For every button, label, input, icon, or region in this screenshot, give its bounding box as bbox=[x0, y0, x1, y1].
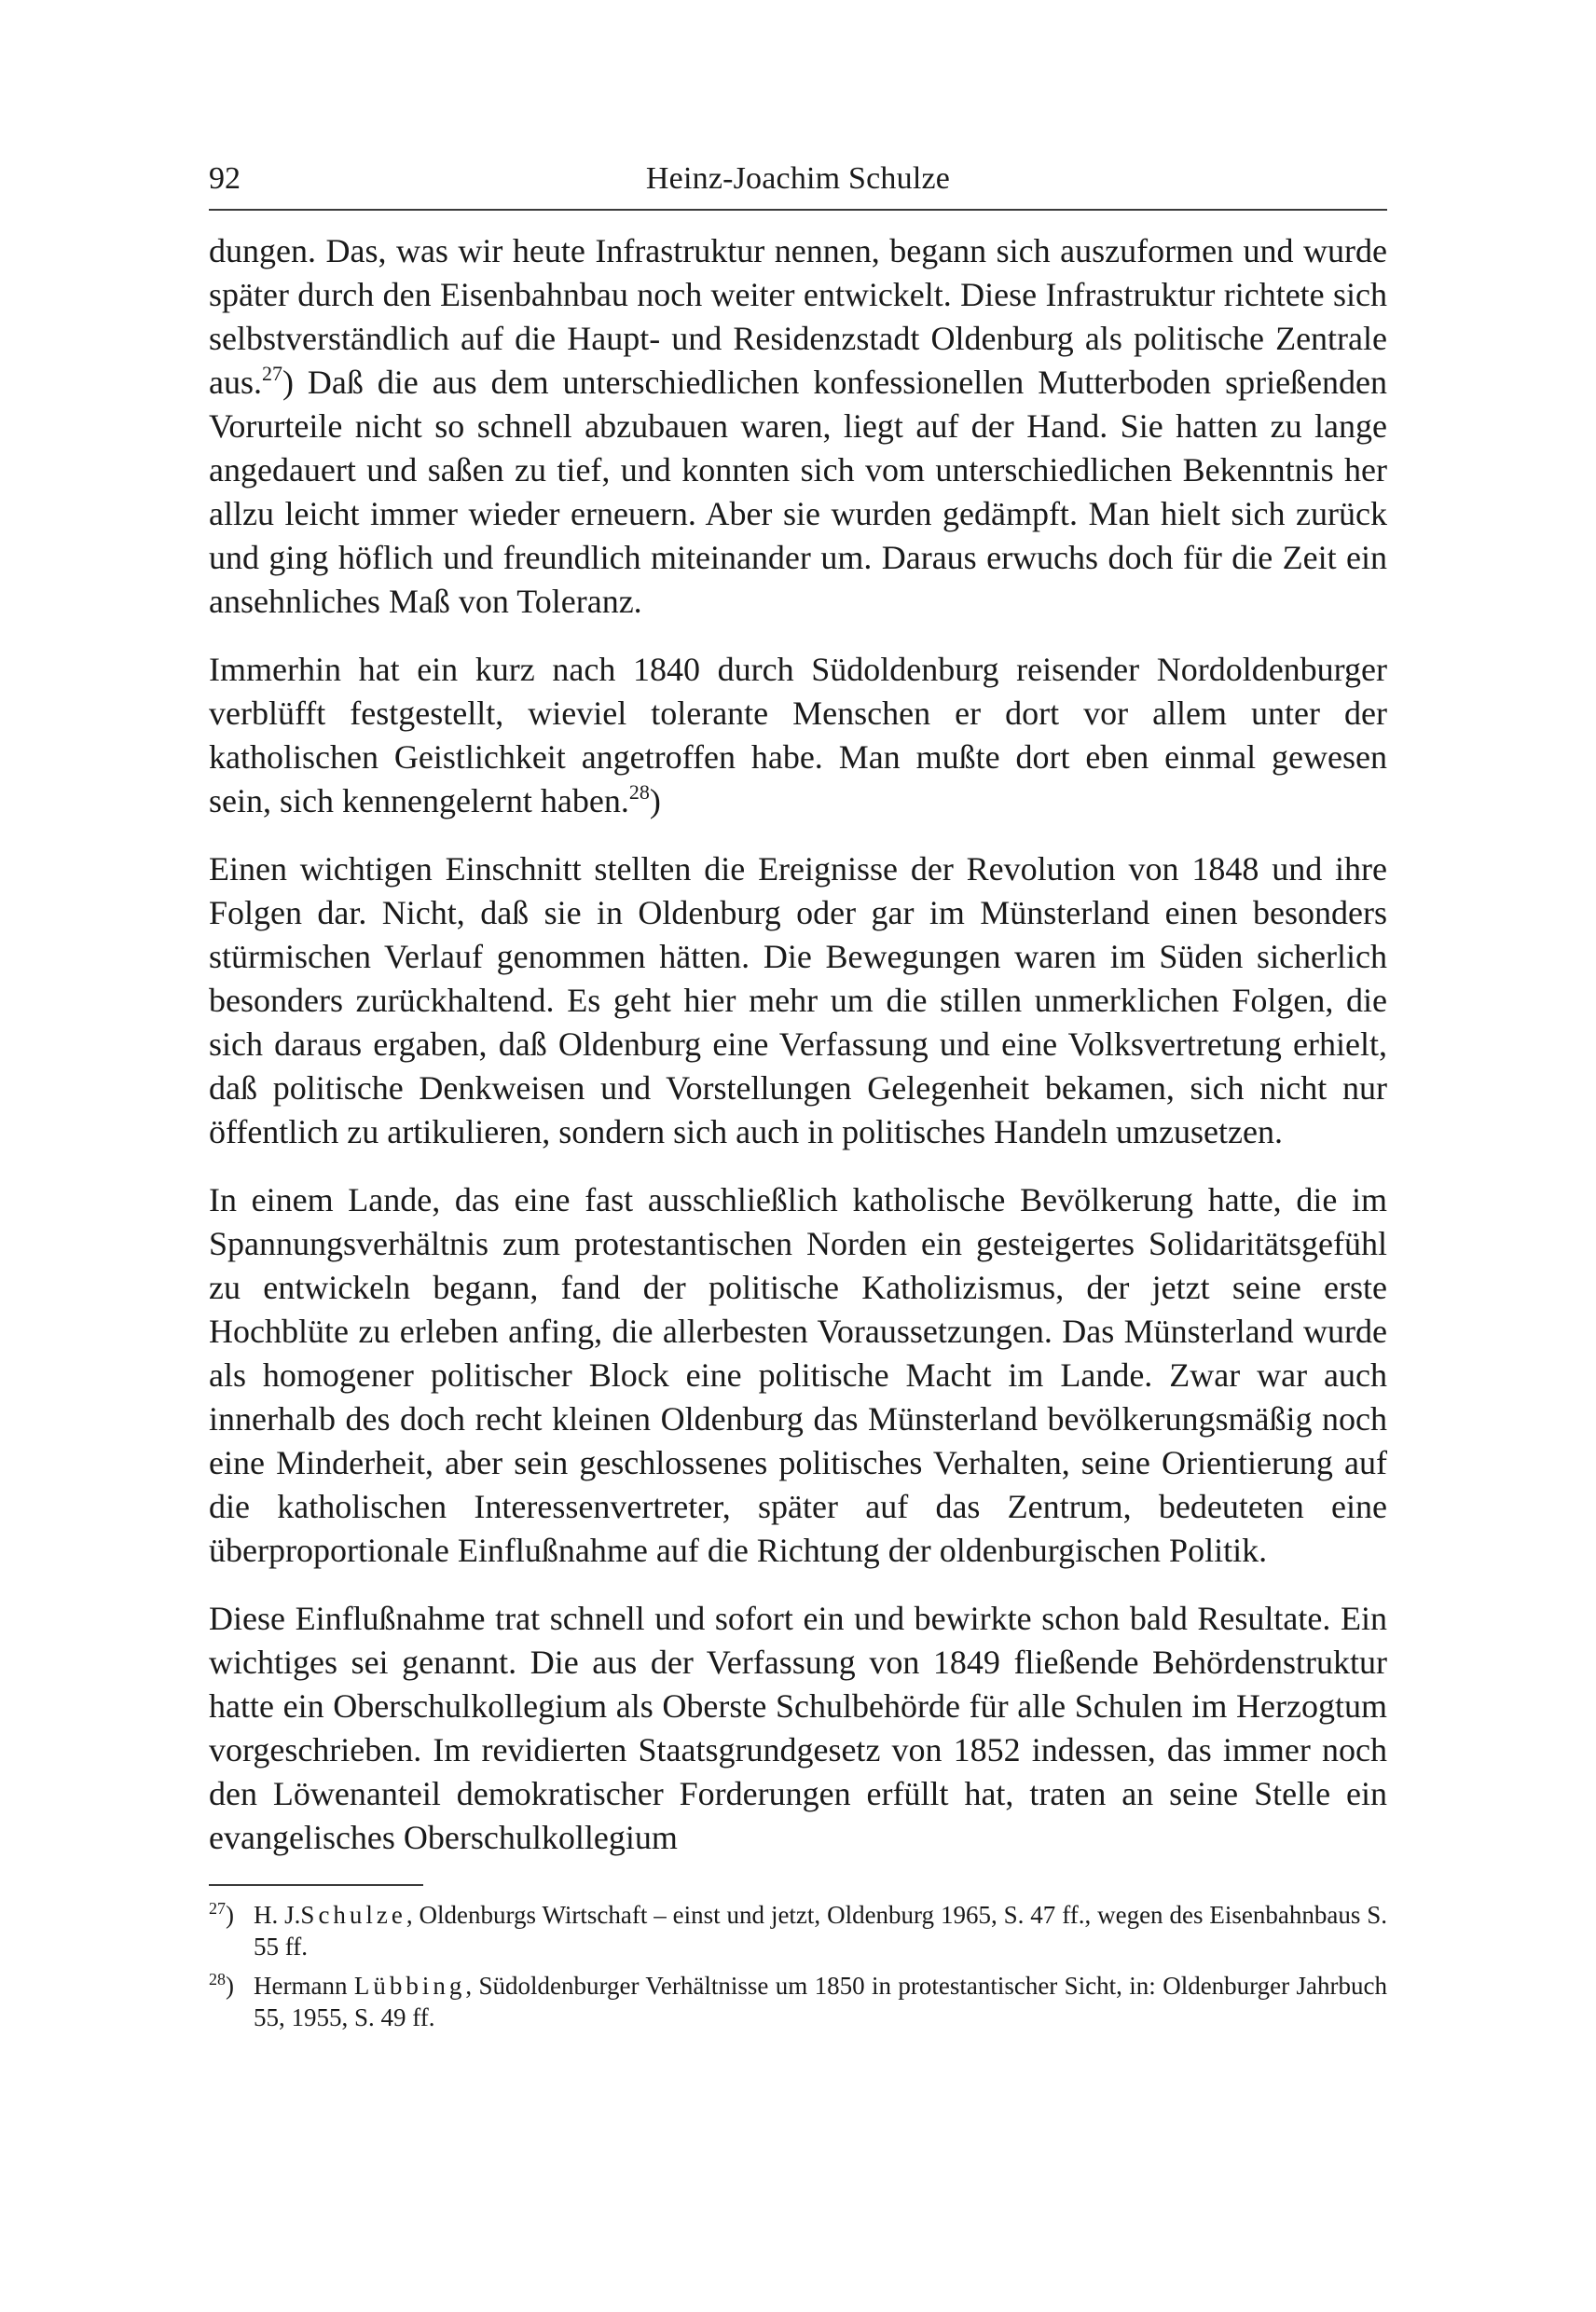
paragraph bbox=[209, 648, 1387, 823]
footnote-marker bbox=[209, 1970, 234, 2002]
running-head bbox=[209, 157, 1387, 211]
footnote bbox=[209, 1899, 1387, 1962]
body-text bbox=[209, 229, 1387, 1860]
paragraph: In einem Lande, das eine fast ausschließlich katholische Bevölkerung hatte, die im Spannungsverhältnis zum protestantischen Norden ein gesteigertes Solidaritätsgefühl zu entwickeln begann, fand der politische Katholizismus, der jetzt seine erste Hochblüte zu erleben anfing, die allerbesten Voraussetzungen. Das Münsterland wurde als homogener politischer Block eine politische Macht im Lande. Zwar war auch innerhalb des doch recht kleinen Oldenburg das Münsterland bevölkerungsmäßig noch eine Minderheit, aber sein geschlossenes politisches Verhalten, seine Orientierung auf die katholischen Interessenvertreter, später auf das Zentrum, bedeuteten eine überproportionale Einflußnahme auf die Richtung der oldenburgischen Politik. bbox=[209, 1181, 1387, 1569]
paragraph-text: ) Daß die aus dem unterschiedlichen konfessionellen Mutterboden sprießenden Vorurteile nicht so schnell abzubauen waren, liegt auf der Hand. Sie hatten zu lange angedauert und saßen zu tief, und konnten sich vom unterschiedlichen Bekenntnis her allzu leicht immer wieder erneuern. Aber sie wurden gedämpft. Man hielt sich zurück und ging höflich und freundlich miteinander um. Daraus erwuchs doch für die Zeit ein ansehnliches Maß von Toleranz. bbox=[209, 364, 1387, 620]
footnote-reference[interactable]: 28 bbox=[628, 780, 650, 804]
footnotes bbox=[209, 1899, 1387, 2033]
paragraph-text: ) bbox=[649, 782, 661, 819]
footnote-author-initials: Hermann bbox=[254, 1972, 348, 2000]
footnote-bracket: ) bbox=[226, 1901, 234, 1929]
footnote-marker bbox=[209, 1899, 234, 1931]
footnote-author-initials: H. J. bbox=[254, 1901, 301, 1929]
paragraph: Diese Einflußnahme trat schnell und sofort ein und bewirkte schon bald Resultate. Ein wichtiges sei genannt. Die aus der Verfassung von 1849 fließende Behördenstruktur hatte ein Oberschulkollegium als Oberste Schulbehörde für alle Schulen im Herzogtum vorgeschrieben. Im revidierten Staatsgrundgesetz von 1852 indessen, das immer noch den Löwenanteil demokratischer Forderungen erfüllt hat, traten an seine Stelle ein evangelisches Oberschulkollegium bbox=[209, 1600, 1387, 1856]
footnote-reference[interactable]: 27 bbox=[262, 362, 282, 385]
footnote-divider bbox=[209, 1884, 423, 1886]
footnote-text: , Oldenburgs Wirtschaft – einst und jetzt, Oldenburg 1965, S. 47 ff., wegen des Eisenbahnbaus S. 55 ff. bbox=[254, 1901, 1387, 1961]
footnote bbox=[209, 1970, 1387, 2033]
footnote-number: 28 bbox=[209, 1970, 226, 1989]
page-number: 92 bbox=[209, 161, 241, 196]
paragraph-text: Immerhin hat ein kurz nach 1840 durch Südoldenburg reisender Nordoldenburger verblüfft festgestellt, wieviel tolerante Menschen er dort vor allem unter der katholischen Geistlichkeit angetroffen habe. Man mußte dort eben einmal gewesen sein, sich kennengelernt haben. bbox=[209, 651, 1387, 819]
paragraph bbox=[209, 229, 1387, 624]
footnote-number: 27 bbox=[209, 1899, 226, 1918]
running-head-author: Heinz-Joachim Schulze bbox=[645, 161, 951, 196]
footnote-author-name: Schulze bbox=[300, 1901, 406, 1929]
footnote-author-name: Lübbing bbox=[353, 1972, 466, 2000]
footnote-text: , Südoldenburger Verhältnisse um 1850 in protestantischer Sicht, in: Oldenburger Jahrbuch 55, 1955, S. 49 ff. bbox=[254, 1972, 1388, 2031]
book-page bbox=[209, 157, 1387, 2041]
paragraph-text: dungen. Das, was wir heute Infrastruktur nennen, begann sich auszuformen und wurde später durch den Eisenbahnbau noch weiter entwickelt. Diese Infrastruktur richtete sich selbstverständlich auf die Haupt- und Residenzstadt Oldenburg als politische Zentrale aus. bbox=[209, 232, 1387, 401]
paragraph: Einen wichtigen Einschnitt stellten die Ereignisse der Revolution von 1848 und ihre Folgen dar. Nicht, daß sie in Oldenburg oder gar im Münsterland einen besonders stürmischen Verlauf genommen hätten. Die Bewegungen waren im Süden sicherlich besonders zurückhaltend. Es geht hier mehr um die stillen unmerklichen Folgen, die sich daraus ergaben, daß Oldenburg eine Verfassung und eine Volksvertretung erhielt, daß politische Denkweisen und Vorstellungen Gelegenheit bekamen, sich nicht nur öffentlich zu artikulieren, sondern sich auch in politisches Handeln umzusetzen. bbox=[209, 850, 1387, 1150]
footnote-bracket: ) bbox=[226, 1972, 234, 2000]
